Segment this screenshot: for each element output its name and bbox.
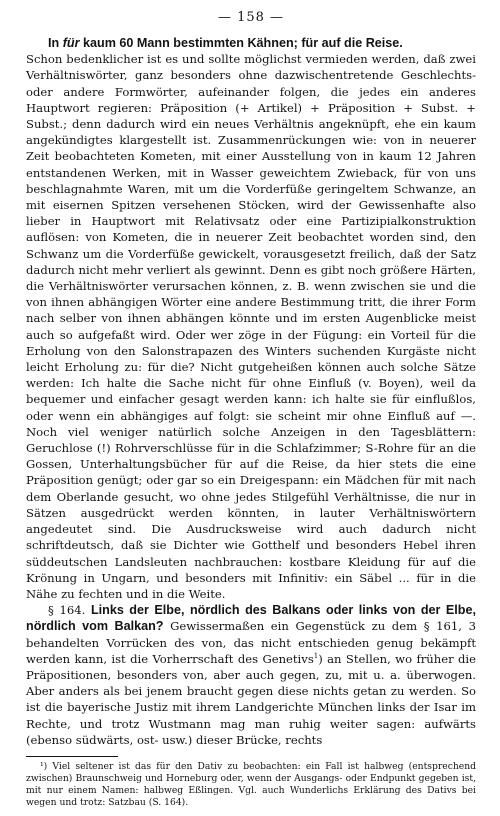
section-164-paragraph: [26, 602, 476, 748]
footnote: [26, 761, 476, 809]
footnote-divider: [26, 756, 118, 757]
main-text: [26, 35, 476, 748]
example-heading: [26, 35, 476, 51]
footnote-text: ¹) Viel seltener ist das für den Dativ zu beobachten: ein Fall ist halbweg (entsprechend zwischen) Braunschweig und Horneburg oder, wenn der Ausgangs- oder Endpunkt gegeben ist, mit nur einem Namen: halbweg Eßlingen. Vgl. auch Wunderlichs Erklärung des Dativs bei wegen und trotz: Satzbau (S. 164).: [26, 760, 476, 808]
paragraph-preposition-clusters: Schon bedenklicher ist es und sollte möglichst vermieden werden, daß zwei Verhältniswörter, ganz besonders ohne dazwischentretende Geschlechts- oder andere Formwörter, aufeinander folgen, die jedes ein anderes Hauptwort regieren: Präposition (+ Artikel) + Präposition + Subst. + Subst.; denn dadurch wird ein neues Verhältnis angeknüpft, ehe ein kaum angekündigtes klargestellt ist. Zusammenrückungen wie: von in neuerer Zeit beobachteten Kometen, mit einer Ausstellung von in kaum 12 Jahren entstandenen Werken, mit in Wasser geweichtem Zwieback, für von uns beschlagnahmte Waren, mit um die Vorderfüße geringeltem Schwanze, an mit eisernen Spitzen versehenen Stöcken, wird der Gewissenhafte also lieber in Hauptwort mit Relativsatz oder eine Partizipialkonstruktion auflösen: von Kometen, die in neuerer Zeit beobachtet worden sind, den Schwanz um die Vorderfüße gewickelt, vorausgesetzt freilich, daß der Satz dadurch nicht mehr verliert als gewinnt. Denn es gibt noch größere Härten, die Verhältniswörter verursachen können, z. B. wenn zwischen sie und die von ihnen abhängigen Wörter eine andere Bestimmung tritt, die ihrer Form nach selber von ihnen abhängen könnte und im ersten Augenblicke meist auch so aufgefaßt wird. Oder wer zöge in der Fügung: ein Vorteil für die Erholung von den Salonstrapazen des Winters suchenden Kurgäste nicht leicht Erholung zu: für die? Nicht gutgeheißen können auch solche Sätze werden: Ich halte die Sache nicht für ohne Einfluß (v. Boyen), weil da bequemer und einfacher gesagt werden kann: ich halte sie für einflußlos, oder wenn ein abhängiges auf folgt: sie scheint mir ohne Einfluß auf —. Noch viel weniger natürlich solche Anzeigen in den Tagesblättern: Geruchlose (!) Rohrverschlüsse für in die Schlafzimmer; S-Rohre für an die Gossen, Unterhaltungsbücher für auf die Reise, da hier stets die eine Präposition genügt; oder gar so ein Dreigespann: ein Mädchen für mit nach dem Oberlande gesucht, wo ohne jedes Stilgefühl Verhältnisse, die nur in Sätzen ausgedrückt werden könnten, in lauter Verhältniswörtern angedeutet sind. Die Ausdrucksweise wird auch dadurch nicht schriftdeutsch, daß sie Dichter wie Gotthelf und besonders Hebel ihren süddeutschen Landsleuten nachbrauchen: kostbare Kleidung für auf die Krönung in Ungarn, und besonders mit Infinitiv: ein Säbel ... für in die Nähe zu fechten und in die Weite.: [26, 52, 476, 601]
footnote-marker: 1: [313, 651, 319, 660]
section-text-start: Gewissermaßen ein Gegenstück zu dem § 161, 3 behandelten Vorrücken des von, das nicht entschieden genug bekämpft werden kann, ist die Vorherrschaft des Genetivs: [26, 619, 477, 666]
section-title: Links der Elbe, nördlich des Balkans oder links von der Elbe, nördlich vom Balkan?: [26, 603, 477, 634]
page-number: — 158 —: [217, 10, 285, 25]
example-heading-italic: für: [62, 36, 80, 50]
example-heading-rest: kaum 60 Mann bestimmten Kähnen; für auf die Reise.: [79, 36, 403, 50]
section-number: § 164.: [48, 603, 91, 618]
example-heading-start: In: [48, 36, 63, 50]
section-text-rest: ) an Stellen, wo früher die Präpositionen, besonders von, aber auch gegen, zu, mit u. a. überwogen. Aber anders als bei jenem braucht gegen diese nichts getan zu werden. So ist die bayerische Justiz mit ihrem Landgerichte München links der Isar im Rechte, und trotz Wustmann mag man ruhig weiter sagen: aufwärts (ebenso südwärts, ost- usw.) dieser Brücke, rechts: [26, 651, 476, 747]
book-page: [26, 10, 476, 809]
